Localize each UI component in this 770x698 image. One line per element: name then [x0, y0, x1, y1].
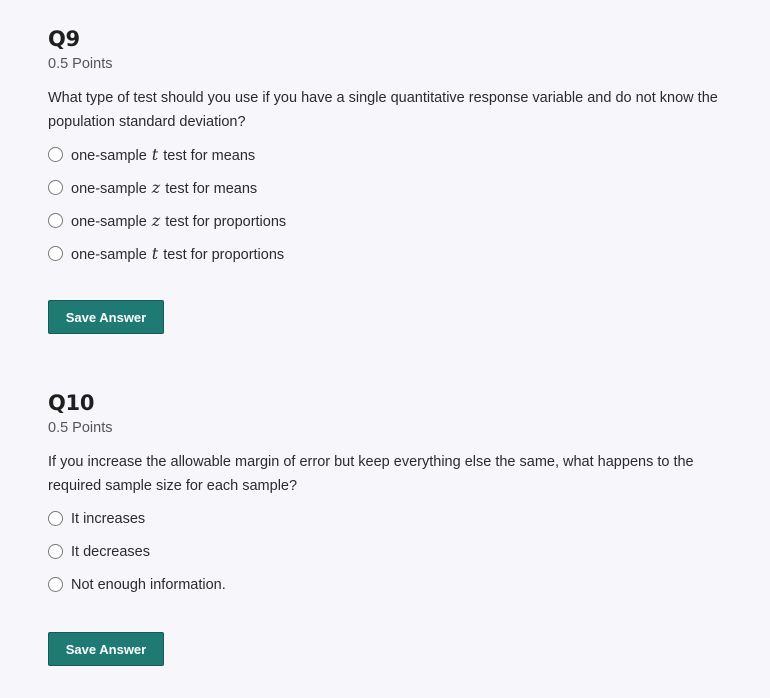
question-text: What type of test should you use if you have a single quantitative response variable and do not know the population standard deviation? [48, 90, 718, 130]
save-answer-button[interactable]: Save Answer [48, 300, 164, 334]
options-list [48, 138, 728, 270]
option-label: one-sample t test for means [71, 145, 256, 164]
option-label: It increases [71, 510, 146, 527]
question-q9 [48, 26, 728, 336]
option-label: one-sample t test for proportions [71, 244, 285, 263]
question-points: 0.5 Points [48, 420, 113, 436]
options-list [48, 502, 728, 601]
radio-button[interactable] [48, 147, 63, 162]
radio-button[interactable] [48, 180, 63, 195]
option-t-test-means[interactable] [48, 138, 728, 171]
option-z-test-proportions[interactable] [48, 204, 728, 237]
option-not-enough-information[interactable] [48, 568, 728, 601]
option-label: one-sample z test for proportions [71, 211, 287, 230]
radio-button[interactable] [48, 577, 63, 592]
save-answer-button[interactable]: Save Answer [48, 632, 164, 666]
option-it-increases[interactable] [48, 502, 728, 535]
radio-button[interactable] [48, 511, 63, 526]
radio-button[interactable] [48, 544, 63, 559]
radio-button[interactable] [48, 213, 63, 228]
question-q10 [48, 390, 728, 670]
option-z-test-means[interactable] [48, 171, 728, 204]
question-text: If you increase the allowable margin of error but keep everything else the same, what happens to the required sample size for each sample? [48, 454, 694, 494]
option-label: one-sample z test for means [71, 178, 258, 197]
option-label: Not enough information. [71, 576, 226, 593]
question-title: Q9 [48, 27, 80, 51]
radio-button[interactable] [48, 246, 63, 261]
question-points: 0.5 Points [48, 56, 113, 72]
option-label: It decreases [71, 543, 150, 560]
question-title: Q10 [48, 391, 95, 415]
option-it-decreases[interactable] [48, 535, 728, 568]
option-t-test-proportions[interactable] [48, 237, 728, 270]
